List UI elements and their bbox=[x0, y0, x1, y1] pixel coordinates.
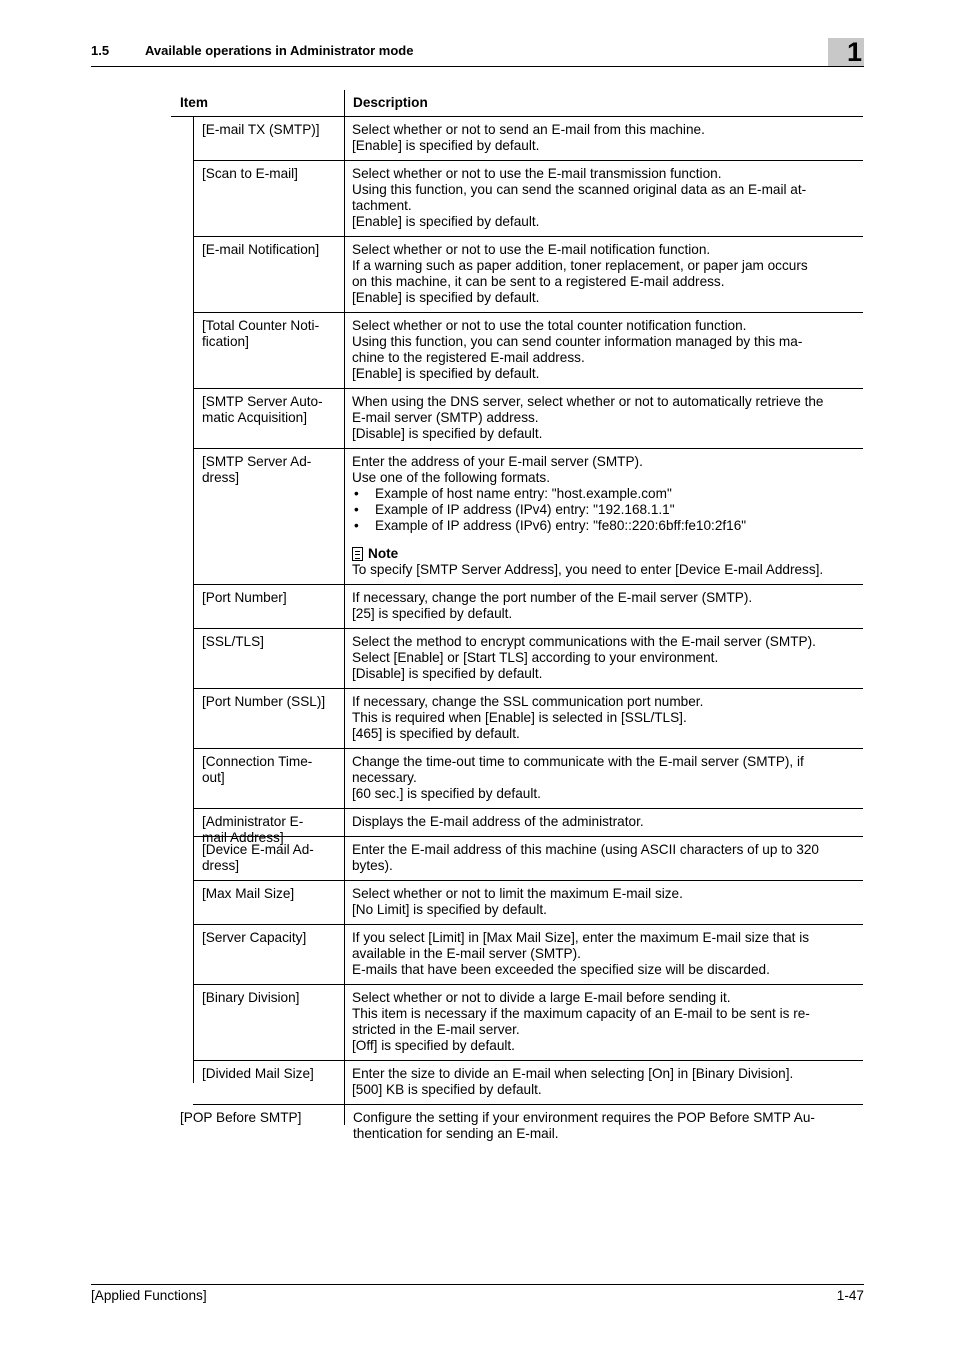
row-item-label: [Server Capacity] bbox=[202, 930, 307, 945]
format-example-bullet: • Example of IP address (IPv6) entry: "fe80::220:6bff:fe10:2f16" bbox=[352, 518, 863, 534]
description-line: Configure the setting if your environment requires the POP Before SMTP Au- bbox=[353, 1110, 815, 1125]
row-description bbox=[352, 161, 863, 236]
description-line: [25] is specified by default. bbox=[352, 606, 513, 621]
description-line: [No Limit] is specified by default. bbox=[352, 902, 547, 917]
row-item-label: [Device E-mail Ad- dress] bbox=[202, 842, 314, 873]
description-line: If necessary, change the port number of the E-mail server (SMTP). bbox=[352, 590, 753, 605]
description-line: [Enable] is specified by default. bbox=[352, 138, 540, 153]
table-row bbox=[193, 749, 863, 809]
section-title: Available operations in Administrator mode bbox=[145, 43, 414, 58]
row-description bbox=[352, 689, 863, 748]
description-line: Select whether or not to use the E-mail transmission function. bbox=[352, 166, 722, 181]
description-line: Displays the E-mail address of the administrator. bbox=[352, 814, 644, 829]
format-example-bullet: • Example of IP address (IPv4) entry: "192.168.1.1" bbox=[352, 502, 863, 518]
row-item-label: [Max Mail Size] bbox=[202, 886, 295, 901]
description-line: E-mails that have been exceeded the specified size will be discarded. bbox=[352, 962, 770, 977]
description-line: tachment. bbox=[352, 198, 412, 213]
row-description bbox=[352, 237, 863, 312]
description-line: Select whether or not to use the total counter notification function. bbox=[352, 318, 747, 333]
description-line: E-mail server (SMTP) address. bbox=[352, 410, 539, 425]
description-line: If necessary, change the SSL communication port number. bbox=[352, 694, 704, 709]
table-row bbox=[193, 313, 863, 389]
note-heading bbox=[352, 546, 863, 562]
table-row bbox=[193, 881, 863, 925]
row-description bbox=[352, 313, 863, 388]
table-body bbox=[171, 117, 863, 1148]
description-line: on this machine, it can be sent to a registered E-mail address. bbox=[352, 274, 725, 289]
description-line: Select whether or not to send an E-mail from this machine. bbox=[352, 122, 705, 137]
description-line: This item is necessary if the maximum capacity of an E-mail to be sent is re- bbox=[352, 1006, 810, 1021]
section-number: 1.5 bbox=[91, 43, 110, 58]
description-line: [Disable] is specified by default. bbox=[352, 666, 543, 681]
note-icon bbox=[352, 547, 363, 561]
table-row bbox=[193, 449, 863, 585]
row-description bbox=[352, 809, 863, 836]
row-item-label: [Administrator E- mail Address] bbox=[202, 814, 304, 845]
row-item-label: [Scan to E-mail] bbox=[202, 166, 298, 181]
row-description bbox=[352, 925, 863, 984]
note-text: To specify [SMTP Server Address], you need to enter [Device E-mail Address]. bbox=[352, 562, 824, 577]
table-row bbox=[193, 161, 863, 237]
row-item-label: [Port Number (SSL)] bbox=[202, 694, 326, 709]
description-line: Select whether or not to use the E-mail notification function. bbox=[352, 242, 711, 257]
row-description bbox=[352, 629, 863, 688]
row-item-label: [SMTP Server Ad- dress] bbox=[202, 454, 312, 485]
row-description bbox=[352, 1061, 863, 1104]
description-line: bytes). bbox=[352, 858, 393, 873]
table-row bbox=[193, 985, 863, 1061]
table-row-top-level bbox=[171, 1105, 863, 1148]
description-line: Select whether or not to limit the maximum E-mail size. bbox=[352, 886, 683, 901]
description-line: This is required when [Enable] is selected in [SSL/TLS]. bbox=[352, 710, 687, 725]
description-line: stricted in the E-mail server. bbox=[352, 1022, 520, 1037]
description-line: necessary. bbox=[352, 770, 417, 785]
row-description bbox=[353, 1105, 863, 1148]
table-row bbox=[193, 809, 863, 845]
row-description bbox=[352, 449, 863, 584]
row-description bbox=[352, 749, 863, 808]
column-header-item: Item bbox=[180, 95, 208, 110]
row-item-label: [E-mail TX (SMTP)] bbox=[202, 122, 320, 137]
row-item-label: [SMTP Server Auto- matic Acquisition] bbox=[202, 394, 323, 425]
description-line: available in the E-mail server (SMTP). bbox=[352, 946, 581, 961]
table-row bbox=[193, 585, 863, 629]
description-line: Use one of the following formats. bbox=[352, 470, 550, 485]
description-line: [Enable] is specified by default. bbox=[352, 214, 540, 229]
description-line: Using this function, you can send counter information managed by this ma- bbox=[352, 334, 803, 349]
table-row bbox=[193, 237, 863, 313]
description-line: thentication for sending an E-mail. bbox=[353, 1126, 559, 1141]
chapter-badge: 1 bbox=[828, 38, 864, 66]
row-description bbox=[352, 585, 863, 628]
row-description bbox=[352, 837, 863, 880]
format-example-bullet: • Example of host name entry: "host.example.com" bbox=[352, 486, 863, 502]
description-line: Select [Enable] or [Start TLS] according to your environment. bbox=[352, 650, 719, 665]
description-line: Select whether or not to divide a large E-mail before sending it. bbox=[352, 990, 731, 1005]
page-number: 1-47 bbox=[836, 1288, 864, 1303]
description-line: [60 sec.] is specified by default. bbox=[352, 786, 541, 801]
row-item-label: [E-mail Notification] bbox=[202, 242, 320, 257]
page-header bbox=[91, 37, 864, 67]
row-item-label: [Port Number] bbox=[202, 590, 287, 605]
description-line: Change the time-out time to communicate with the E-mail server (SMTP), if bbox=[352, 754, 804, 769]
footer-chapter-title: [Applied Functions] bbox=[91, 1288, 207, 1303]
description-line: Enter the E-mail address of this machine (using ASCII characters of up to 320 bbox=[352, 842, 819, 857]
table-header bbox=[171, 90, 863, 117]
row-description bbox=[352, 881, 863, 924]
description-line: If a warning such as paper addition, toner replacement, or paper jam occurs bbox=[352, 258, 808, 273]
row-item-label: [Binary Division] bbox=[202, 990, 300, 1005]
description-line: [Enable] is specified by default. bbox=[352, 366, 540, 381]
description-line: Enter the address of your E-mail server (SMTP). bbox=[352, 454, 643, 469]
description-line: Enter the size to divide an E-mail when selecting [On] in [Binary Division]. bbox=[352, 1066, 794, 1081]
description-line: [Enable] is specified by default. bbox=[352, 290, 540, 305]
description-line: [465] is specified by default. bbox=[352, 726, 520, 741]
row-item-label: [Total Counter Noti- fication] bbox=[202, 318, 320, 349]
description-line: [Disable] is specified by default. bbox=[352, 426, 543, 441]
description-line: When using the DNS server, select whether or not to automatically retrieve the bbox=[352, 394, 824, 409]
table-row bbox=[193, 117, 863, 161]
column-header-description: Description bbox=[353, 95, 428, 110]
row-item-label: [SSL/TLS] bbox=[202, 634, 264, 649]
table-row bbox=[193, 837, 863, 881]
table-row bbox=[193, 629, 863, 689]
description-line: Select the method to encrypt communications with the E-mail server (SMTP). bbox=[352, 634, 816, 649]
table-row bbox=[193, 925, 863, 985]
description-line: Using this function, you can send the scanned original data as an E-mail at- bbox=[352, 182, 807, 197]
row-description bbox=[352, 389, 863, 448]
table-row bbox=[193, 1061, 863, 1105]
settings-table bbox=[171, 90, 863, 1148]
row-description bbox=[352, 985, 863, 1060]
description-line: [Off] is specified by default. bbox=[352, 1038, 515, 1053]
table-row bbox=[193, 689, 863, 749]
row-description bbox=[352, 117, 863, 160]
description-line: If you select [Limit] in [Max Mail Size], enter the maximum E-mail size that is bbox=[352, 930, 810, 945]
row-item-label: [POP Before SMTP] bbox=[180, 1110, 302, 1125]
row-item-label: [Connection Time- out] bbox=[202, 754, 313, 785]
description-line: chine to the registered E-mail address. bbox=[352, 350, 585, 365]
table-row bbox=[193, 389, 863, 449]
note-title: Note bbox=[368, 546, 399, 561]
row-item-label: [Divided Mail Size] bbox=[202, 1066, 314, 1081]
page-footer bbox=[91, 1284, 864, 1303]
description-line: [500] KB is specified by default. bbox=[352, 1082, 542, 1097]
